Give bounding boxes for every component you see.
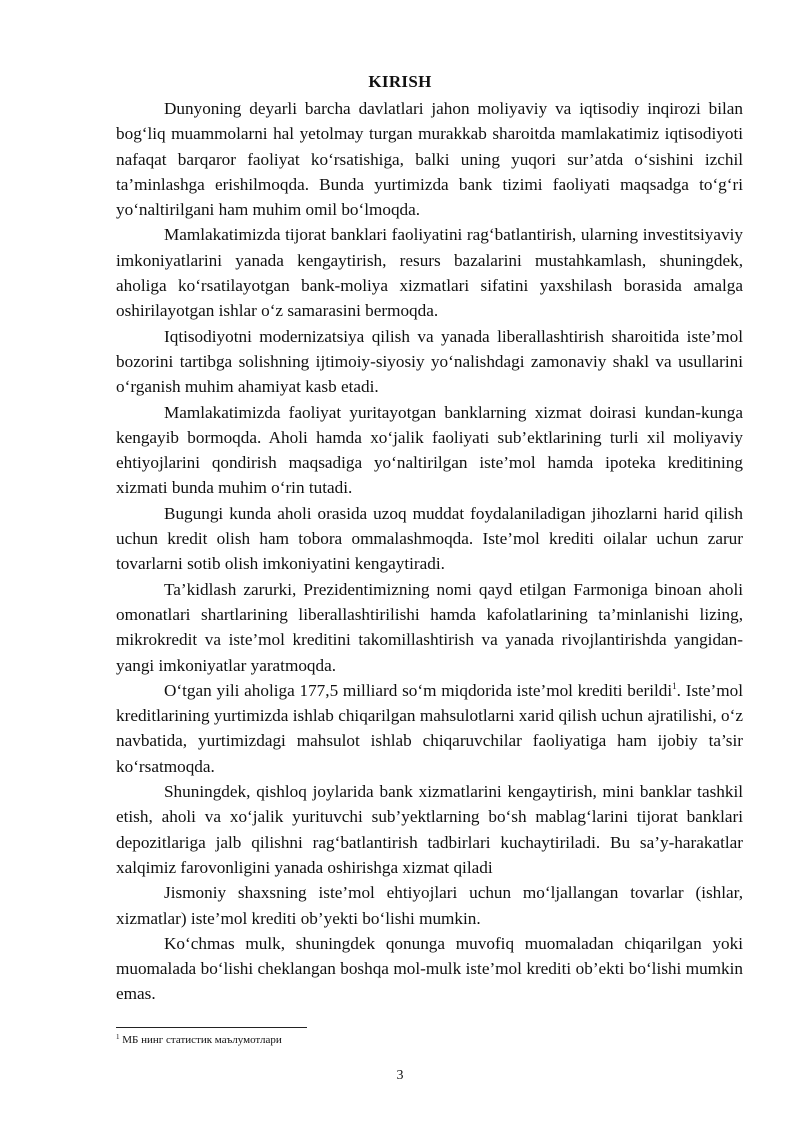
page-title: KIRISH (368, 72, 432, 91)
body-text (116, 96, 743, 1007)
page-number: 3 (396, 1068, 404, 1083)
paragraph-5: Bugungi kunda aholi orasida uzoq muddat foydalaniladigan jihozlarni harid qilish uchun kredit olish ham tobora ommalashmoqda. Iste’mol krediti oilalar uchun zarur tovarlarni sotib olish imkoniyatini kengaytiradi. (116, 503, 743, 574)
footnote-separator (116, 1027, 307, 1028)
paragraph-3: Iqtisodiyotni modernizatsiya qilish va yanada liberallashtirish sharoitida iste’mol bozorini tartibga solishning ijtimoiy-siyosiy yo‘nalishdagi zamonaviy shakl va usullarini o‘rganish muhim ahamiyat kasb etadi. (116, 326, 743, 397)
footnote-number: 1 (116, 1033, 120, 1041)
paragraph-10: Ko‘chmas mulk, shuningdek qonunga muvofiq muomaladan chiqarilgan yoki muomalada bo‘lishi cheklangan boshqa mol-mulk iste’mol krediti ob’ekti bo‘lishi mumkin emas. (116, 933, 743, 1004)
paragraph-4: Mamlakatimizda faoliyat yuritayotgan banklarning xizmat doirasi kundan-kunga kengayib bormoqda. Aholi hamda xo‘jalik faoliyati sub’ektlarining turli xil moliyaviy ehtiyojlarini qondirish maqsadiga yo‘naltirilgan iste’mol hamda ipoteka kreditining xizmati bunda muhim o‘rin tutadi. (116, 402, 743, 498)
paragraph-2: Mamlakatimizda tijorat banklari faoliyatini rag‘batlantirish, ularning investitsiyaviy imkoniyatlarini yanada kengaytirish, resurs bazalarini mustahkamlash, shuningdek, aholiga ko‘rsatilayotgan bank-moliya xizmatlari sifatini yaxshilash borasida amalga oshirilayotgan ishlar o‘z samarasini bermoqda. (116, 225, 743, 321)
footnote-reference[interactable]: 1 (672, 680, 677, 691)
paragraph-7-text-after: . Iste’mol kreditlarining yurtimizda ishlab chiqarilgan mahsulotlarni xarid qilish uchun ajratilishi, o‘z navbatida, yurtimizdagi mahsulot ishlab chiqaruvchilar faoliyatiga ham ijobiy ta’sir ko‘rsatmoqda. (116, 680, 743, 776)
paragraph-9: Jismoniy shaxsning iste’mol ehtiyojlari uchun mo‘ljallangan tovarlar (ishlar, xizmatlar) iste’mol krediti ob’yekti bo‘lishi mumkin. (116, 883, 743, 928)
paragraph-7 (116, 678, 743, 779)
paragraph-8: Shuningdek, qishloq joylarida bank xizmatlarini kengaytirish, mini banklar tashkil etish, aholi va xo‘jalik yurituvchi sub’yektlarning bo‘sh mablag‘larini tijorat banklari depozitlariga jalb qilishni rag‘batlantirish tadbirlari kuchaytiriladi. Bu sa’y-harakatlar xalqimiz farovonligini yanada oshirishga xizmat qiladi (116, 782, 743, 877)
paragraph-7-text-before: O‘tgan yili aholiga 177,5 milliard so‘m miqdorida iste’mol krediti berildi (164, 680, 673, 700)
footnote (116, 1034, 716, 1047)
paragraph-6: Ta’kidlash zarurki, Prezidentimizning nomi qayd etilgan Farmoniga binoan aholi omonatlari shartlarining liberallashtirilishi hamda kafolatlarining ta’minlanishi lizing, mikrokredit va iste’mol kreditini takomillashtirish va yanada rivojlantirishda yangidan-yangi imkoniyatlar yaratmoqda. (116, 579, 743, 675)
paragraph-1: Dunyoning deyarli barcha davlatlari jahon moliyaviy va iqtisodiy inqirozi bilan bog‘liq muammolarni hal yetolmay turgan murakkab sharoitda mamlakatimiz iqtisodiyoti nafaqat barqaror faoliyat ko‘rsatishiga, balki uning yuqori sur’atda o‘sishini izchil ta’minlashga erishilmoqda. Bunda yurtimizda bank tizimi faoliyati maqsadga to‘g‘ri yo‘naltirilgani ham muhim omil bo‘lmoqda. (116, 99, 743, 220)
footnote-text: МБ нинг статистик маълумотлари (122, 1034, 282, 1046)
